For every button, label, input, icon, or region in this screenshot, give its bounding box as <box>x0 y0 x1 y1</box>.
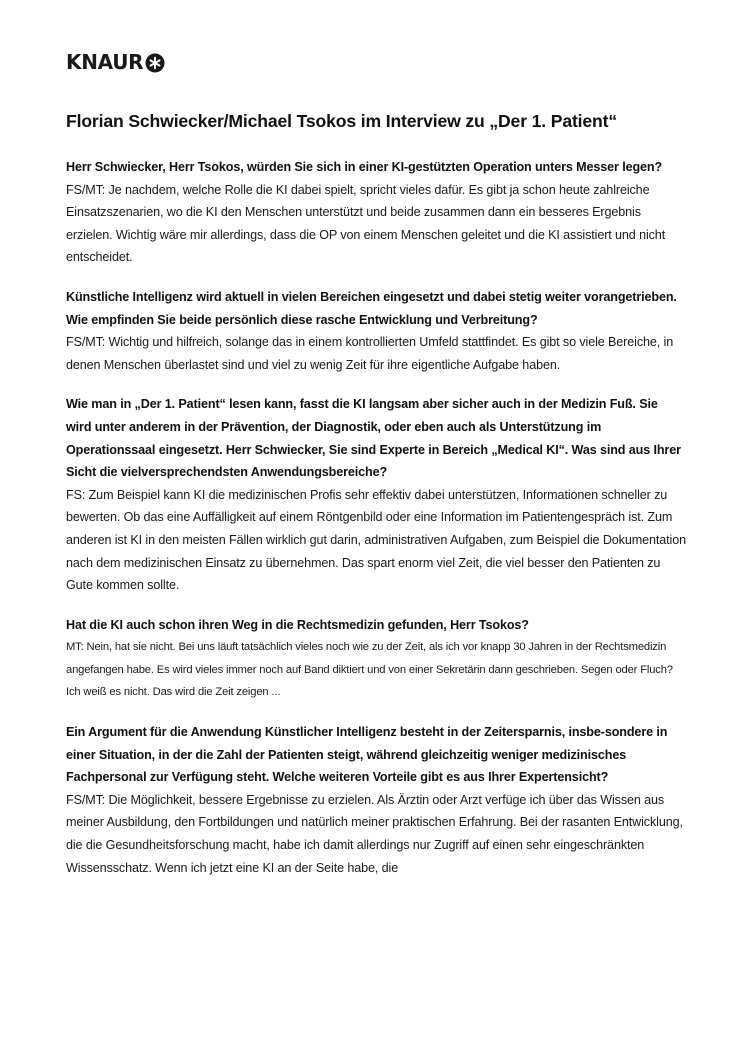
asterisk-circle-icon <box>145 53 165 73</box>
question-text: Wie man in „Der 1. Patient“ lesen kann, fasst die KI langsam aber sicher auch in der Medizin Fuß. Sie wird unter anderem in der Prävention, der Diagnostik, oder eben auch als Unterstützung im Operationssaal eingesetzt. Herr Schwiecker, Sie sind Experte in Bereich „Medical KI“. Was sind aus Ihrer Sicht die vielversprechendsten Anwendungsbereiche? <box>66 397 681 480</box>
publisher-logo <box>66 50 165 74</box>
answer-text: FS/MT: Wichtig und hilfreich, solange das in einem kontrollierten Umfeld stattfindet. Es gibt so viele Bereiche, in denen Menschen überlastet sind und viel zu wenig Zeit für ihre eigentliche Aufgabe haben. <box>66 335 674 372</box>
interview-title: Florian Schwiecker/Michael Tsokos im Interview zu „Der 1. Patient“ <box>66 111 617 131</box>
question-text: Ein Argument für die Anwendung Künstlicher Intelligenz besteht in der Zeitersparnis, insbe-sondere in einer Situation, in der die Zahl der Patienten steigt, während gleichzeitig weniger medizinisches Fachpersonal zur Verfügung steht. Welche weiteren Vorteile gibt es aus Ihrer Expertensicht? <box>66 725 668 785</box>
question-text: Hat die KI auch schon ihren Weg in die Rechtsmedizin gefunden, Herr Tsokos? <box>66 617 529 632</box>
answer-text: FS/MT: Je nachdem, welche Rolle die KI dabei spielt, spricht vieles dafür. Es gibt ja schon heute zahlreiche Einsatzszenarien, wo die KI den Menschen unterstützt und beide zusammen dann ein besseres Ergebnis erzielen. Wichtig wäre mir allerdings, dass die OP von einem Menschen geleitet und die KI assistiert und nicht entscheidet. <box>66 182 666 265</box>
qa-block <box>66 614 686 704</box>
interview-body <box>66 156 686 896</box>
answer-text: FS/MT: Die Möglichkeit, bessere Ergebnisse zu erzielen. Als Ärztin oder Arzt verfüge ich über das Wissen aus meiner Ausbildung, den Fortbildungen und natürlich meiner praktischen Erfahrung. Bei der rasanten Entwicklung, die die Gesundheitsforschung macht, habe ich damit allerdings nur Zugriff auf einen sehr eingeschränkten Wissensschatz. Wenn ich jetzt eine KI an der Seite habe, die <box>66 792 683 875</box>
qa-block <box>66 721 686 879</box>
logo-wordmark: KNAUR <box>66 50 144 74</box>
qa-block <box>66 393 686 596</box>
qa-block <box>66 286 686 376</box>
question-text: Künstliche Intelligenz wird aktuell in vielen Bereichen eingesetzt und dabei stetig weiter vorangetrieben. Wie empfinden Sie beide persönlich diese rasche Entwicklung und Verbreitung? <box>66 289 677 327</box>
question-text: Herr Schwiecker, Herr Tsokos, würden Sie sich in einer KI-gestützten Operation unters Messer legen? <box>66 160 663 174</box>
answer-text: FS: Zum Beispiel kann KI die medizinischen Profis sehr effektiv dabei unterstützen, Informationen schneller zu bewerten. Ob das eine Auffälligkeit auf einem Röntgenbild oder eine Information im Patientengespräch ist. Zum anderen ist KI in den meisten Fällen wirklich gut darin, administrativen Aufgaben, zum Beispiel die Dokumentation nach dem medizinischen Einsatz zu übernehmen. Das spart enorm viel Zeit, die viel besser den Patienten zu Gute kommen sollte. <box>66 487 686 593</box>
answer-text: MT: Nein, hat sie nicht. Bei uns läuft tatsächlich vieles noch wie zu der Zeit, als ich vor knapp 30 Jahren in der Rechtsmedizin angefangen habe. Es wird vieles immer noch auf Band diktiert und von einer Sekretärin dann geschrieben. Segen oder Fluch? Ich weiß es nicht. Das wird die Zeit zeigen ... <box>66 641 673 699</box>
qa-block <box>66 156 686 269</box>
